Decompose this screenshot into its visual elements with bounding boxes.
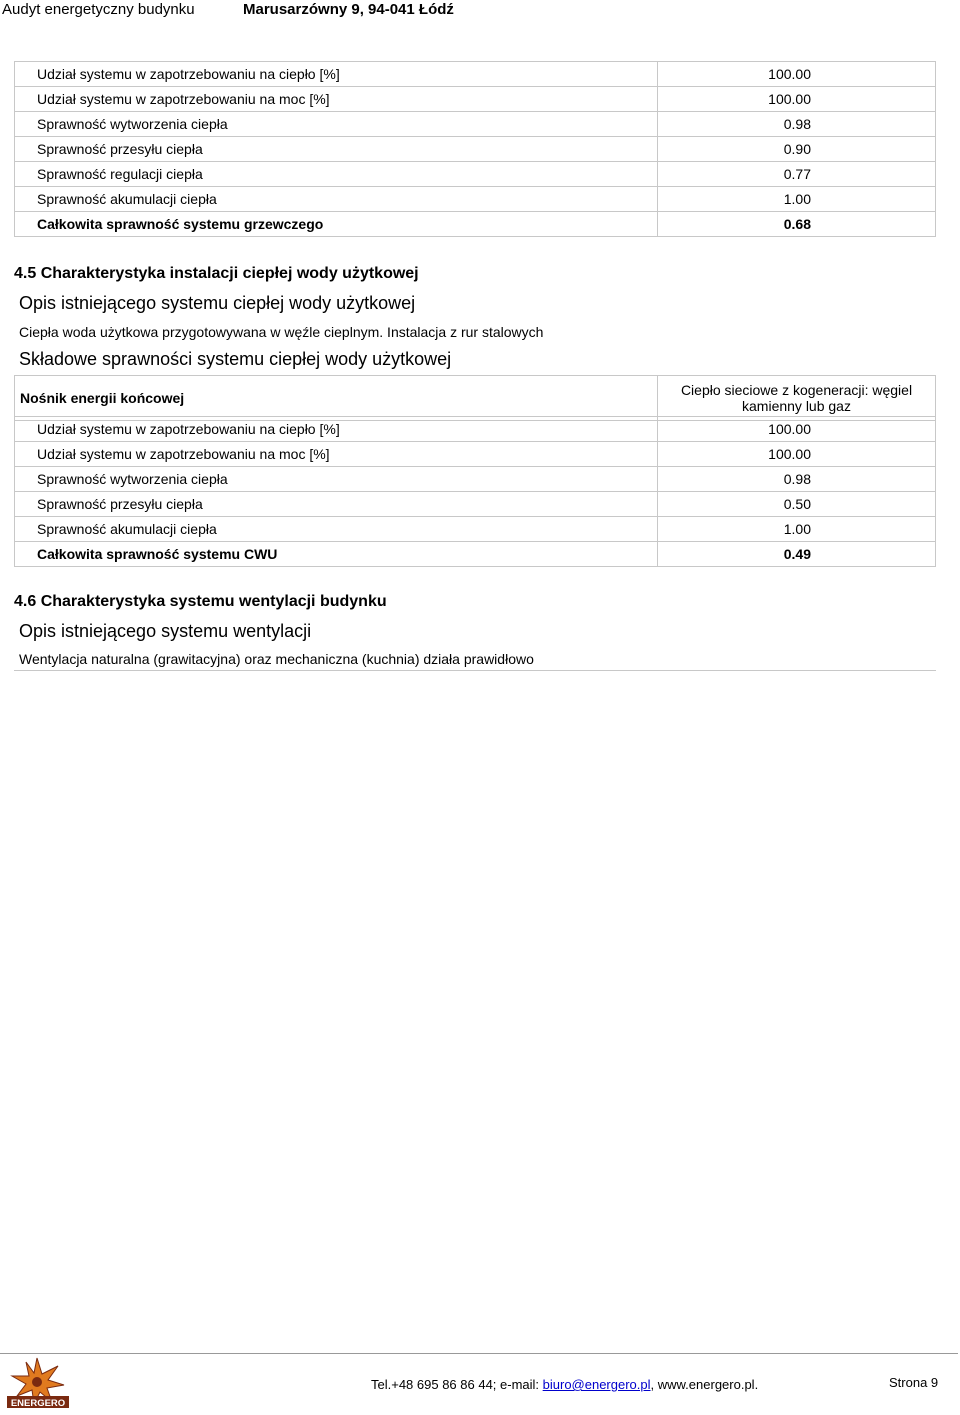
row-label: Sprawność przesyłu ciepła <box>15 492 658 517</box>
row-value: 100.00 <box>658 417 936 442</box>
hot-water-components-heading: Składowe sprawności systemu ciepłej wody użytkowej <box>19 349 452 369</box>
hot-water-description-heading: Opis istniejącego systemu ciepłej wody użytkowej <box>19 293 416 313</box>
row-label: Udział systemu w zapotrzebowaniu na moc [%] <box>15 442 658 467</box>
table-row <box>15 517 936 542</box>
row-value: 0.90 <box>658 137 936 162</box>
row-value: 1.00 <box>658 517 936 542</box>
table-row <box>15 137 936 162</box>
table-row-total <box>15 542 936 567</box>
row-label: Całkowita sprawność systemu CWU <box>15 542 658 567</box>
row-value: 0.49 <box>658 542 936 567</box>
table-row <box>15 442 936 467</box>
row-label: Sprawność akumulacji ciepła <box>15 517 658 542</box>
footer-divider <box>0 1353 958 1354</box>
section-heading-ventilation: 4.6 Charakterystyka systemu wentylacji budynku <box>14 593 387 610</box>
row-label: Udział systemu w zapotrzebowaniu na moc [%] <box>15 87 658 112</box>
ventilation-description-heading: Opis istniejącego systemu wentylacji <box>19 621 312 641</box>
table-row <box>15 492 936 517</box>
row-label: Sprawność wytworzenia ciepła <box>15 112 658 137</box>
svg-text:ENERGERO: ENERGERO <box>10 1398 66 1409</box>
row-value: 0.77 <box>658 162 936 187</box>
section-divider <box>14 670 936 671</box>
section-heading-hot-water: 4.5 Charakterystyka instalacji ciepłej wody użytkowej <box>14 265 419 282</box>
building-address: Marusarzówny 9, 94-041 Łódź <box>243 1 454 18</box>
row-value: 100.00 <box>658 87 936 112</box>
table-row <box>15 112 936 137</box>
carrier-label: Nośnik energii końcowej <box>15 376 658 421</box>
table-row <box>15 376 936 421</box>
row-label: Sprawność regulacji ciepła <box>15 162 658 187</box>
table-row <box>15 162 936 187</box>
table-row <box>15 187 936 212</box>
row-label: Udział systemu w zapotrzebowaniu na ciepło [%] <box>15 62 658 87</box>
table-row <box>15 467 936 492</box>
table-row <box>15 62 936 87</box>
carrier-value: Ciepło sieciowe z kogeneracji: węgiel kamienny lub gaz <box>658 376 936 421</box>
ventilation-description: Wentylacja naturalna (grawitacyjna) oraz mechaniczna (kuchnia) działa prawidłowo <box>19 651 534 667</box>
table-row <box>15 417 936 442</box>
page-header <box>0 0 960 24</box>
row-label: Udział systemu w zapotrzebowaniu na ciepło [%] <box>15 417 658 442</box>
email-link[interactable]: biuro@energero.pl <box>542 1377 651 1392</box>
row-value: 100.00 <box>658 442 936 467</box>
row-value: 1.00 <box>658 187 936 212</box>
row-label: Sprawność akumulacji ciepła <box>15 187 658 212</box>
footer-tel: Tel.+48 695 86 86 44; e-mail: <box>371 1377 543 1392</box>
row-label: Sprawność przesyłu ciepła <box>15 137 658 162</box>
table-row <box>15 87 936 112</box>
hot-water-efficiency-table <box>14 416 936 567</box>
page-number: Strona 9 <box>889 1375 939 1390</box>
row-value: 0.98 <box>658 467 936 492</box>
row-label: Całkowita sprawność systemu grzewczego <box>15 212 658 237</box>
star-icon <box>4 1356 70 1410</box>
row-value: 0.98 <box>658 112 936 137</box>
energero-logo <box>4 1356 70 1410</box>
table-row-total <box>15 212 936 237</box>
footer-website: , www.energero.pl. <box>650 1377 759 1392</box>
hot-water-description: Ciepła woda użytkowa przygotowywana w węźle cieplnym. Instalacja z rur stalowych <box>19 324 544 340</box>
energy-carrier-table <box>14 375 936 421</box>
row-value: 100.00 <box>658 62 936 87</box>
row-value: 0.50 <box>658 492 936 517</box>
heating-efficiency-table <box>14 61 936 237</box>
document-title: Audyt energetyczny budynku <box>2 1 195 18</box>
footer-contact <box>371 1377 758 1392</box>
row-label: Sprawność wytworzenia ciepła <box>15 467 658 492</box>
row-value: 0.68 <box>658 212 936 237</box>
